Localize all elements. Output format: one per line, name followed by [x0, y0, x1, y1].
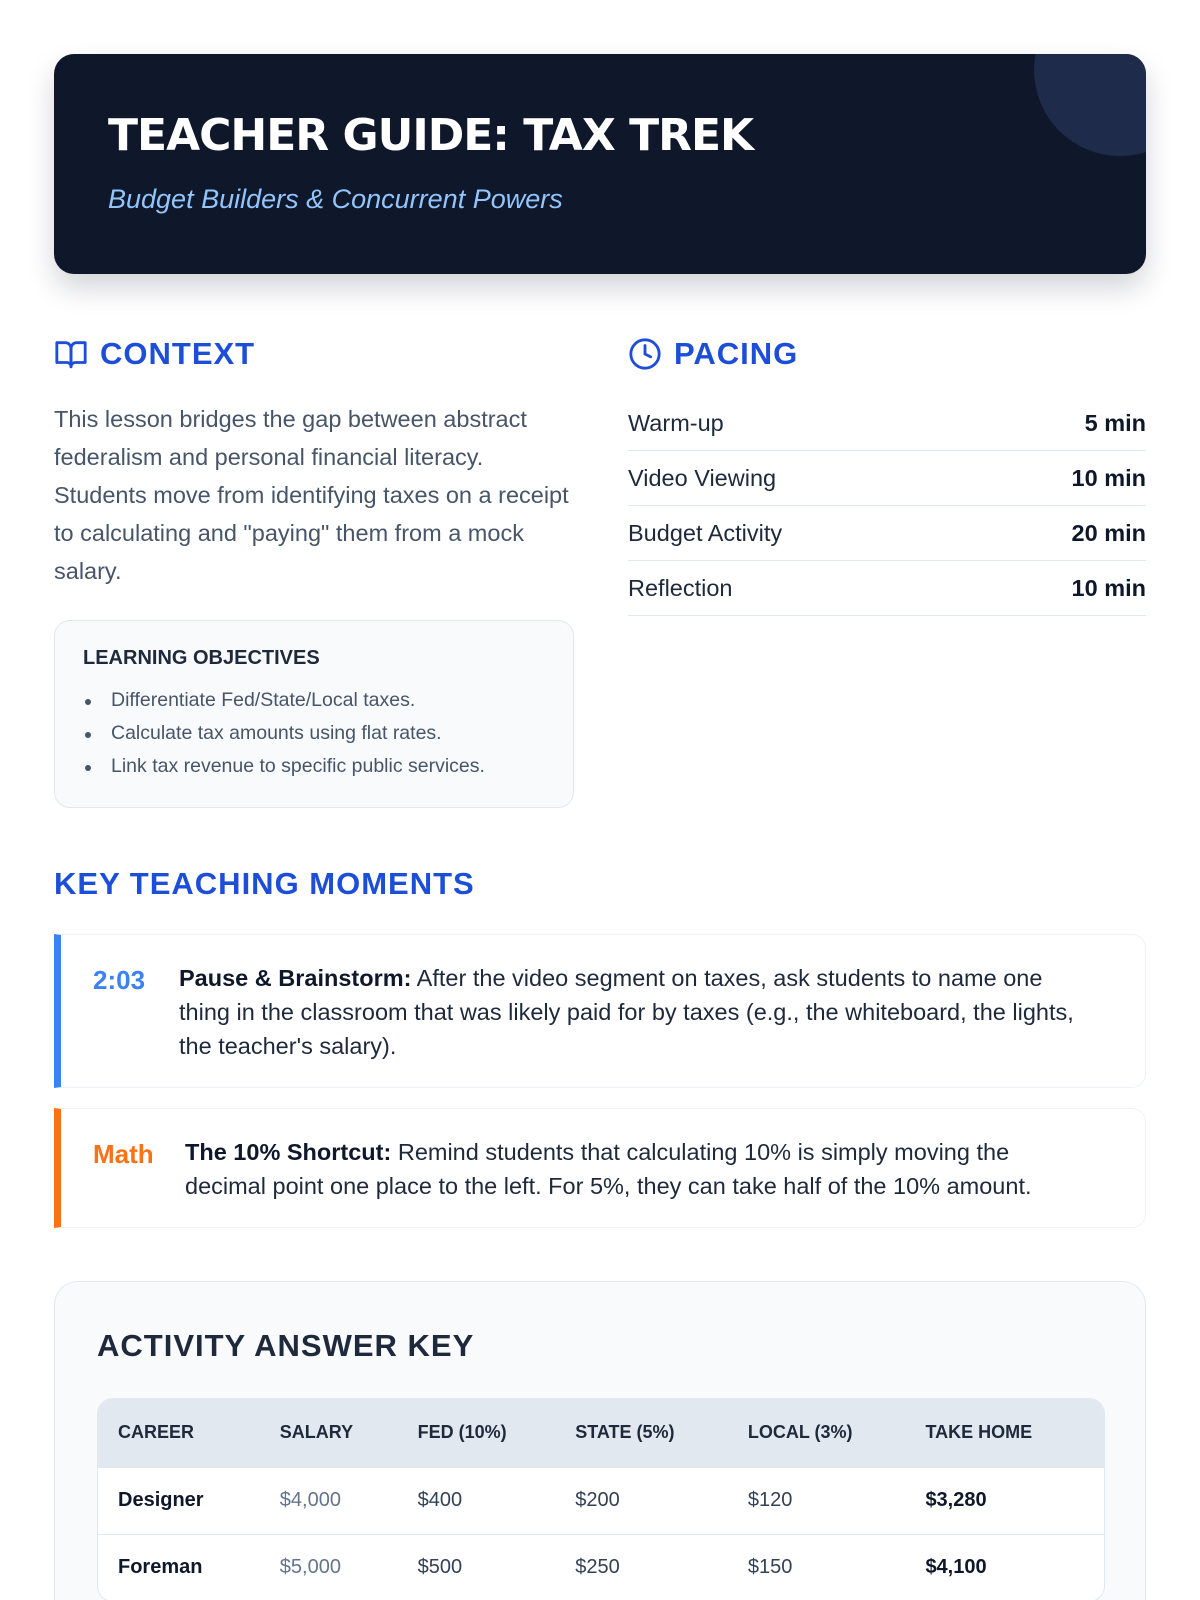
moment-body: After the video segment on taxes, ask students to name one thing in the classroom that was likely paid for by taxes (e.g., the whiteboard, the lights, the teacher's salary).: [179, 965, 1074, 1059]
header-decoration: [1034, 54, 1146, 156]
career-cell: Designer: [118, 1489, 204, 1511]
pacing-row: [628, 561, 1146, 616]
column-header: LOCAL (3%): [747, 1422, 853, 1443]
column-header: STATE (5%): [575, 1422, 675, 1443]
objective-item: Link tax revenue to specific public services.: [83, 750, 545, 783]
salary-cell: $5,000: [279, 1556, 341, 1579]
table-header-row: [98, 1399, 1104, 1467]
career-cell: Foreman: [118, 1556, 203, 1579]
state-tax-cell: $200: [575, 1489, 620, 1511]
answer-key-card: [54, 1281, 1146, 1600]
clock-icon: [628, 337, 662, 371]
context-title: CONTEXT: [100, 336, 256, 371]
pacing-heading: [628, 334, 1146, 374]
pacing-duration: 10 min: [1071, 574, 1146, 601]
overview-columns: [54, 334, 1146, 854]
pacing-row: [628, 506, 1146, 561]
pacing-duration: 20 min: [1071, 519, 1146, 546]
teaching-moment-card: [54, 934, 1146, 1088]
pacing-label: Budget Activity: [628, 519, 783, 546]
salary-cell: $4,000: [279, 1489, 341, 1511]
pacing-section: [628, 334, 1146, 616]
page-subtitle: Budget Builders & Concurrent Powers: [108, 184, 563, 214]
guide-header: [54, 54, 1146, 274]
local-tax-cell: $150: [747, 1556, 793, 1579]
objectives-list: [83, 684, 545, 783]
table-row: [98, 1467, 1104, 1534]
context-text: This lesson bridges the gap between abstract federalism and personal financial literacy. Students move from identifying taxes on a receipt to calculating and "paying" them from a mock salary.: [54, 406, 569, 584]
key-moments-title: KEY TEACHING MOMENTS: [54, 866, 475, 901]
local-tax-cell: $120: [747, 1489, 793, 1511]
pacing-row: [628, 396, 1146, 451]
teaching-moment-card: [54, 1108, 1146, 1228]
pacing-list: [628, 396, 1146, 616]
page-title: TEACHER GUIDE: TAX TREK: [108, 110, 754, 161]
context-heading: [54, 334, 574, 374]
learning-objectives-box: [54, 620, 574, 808]
take-home-cell: $4,100: [925, 1556, 987, 1579]
answer-key-table-wrapper: [97, 1398, 1105, 1600]
pacing-duration: 5 min: [1084, 409, 1146, 436]
objective-item: Differentiate Fed/State/Local taxes.: [83, 684, 545, 717]
objectives-title: LEARNING OBJECTIVES: [83, 647, 320, 669]
moment-text: [185, 1135, 1085, 1201]
pacing-label: Reflection: [628, 574, 733, 601]
context-section: [54, 334, 574, 808]
take-home-cell: $3,280: [925, 1489, 987, 1511]
moment-heading: The 10% Shortcut:: [185, 1139, 392, 1165]
answer-key-table: [98, 1399, 1104, 1600]
pacing-row: [628, 451, 1146, 506]
fed-tax-cell: $400: [417, 1489, 463, 1511]
pacing-label: Warm-up: [628, 409, 724, 436]
column-header: FED (10%): [417, 1422, 507, 1443]
fed-tax-cell: $500: [417, 1556, 463, 1579]
column-header: TAKE HOME: [925, 1422, 1033, 1443]
objective-item: Calculate tax amounts using flat rates.: [83, 717, 545, 750]
pacing-title: PACING: [674, 336, 799, 371]
moment-timestamp: 2:03: [93, 965, 146, 995]
answer-key-title: ACTIVITY ANSWER KEY: [97, 1328, 475, 1363]
pacing-label: Video Viewing: [628, 464, 777, 491]
book-icon: [54, 337, 88, 371]
moment-heading: Pause & Brainstorm:: [179, 965, 412, 991]
table-row: [98, 1534, 1104, 1600]
teacher-guide-page: [54, 54, 1146, 1579]
column-header: CAREER: [118, 1422, 195, 1443]
pacing-duration: 10 min: [1071, 464, 1146, 491]
column-header: SALARY: [279, 1422, 354, 1443]
moment-tag: Math: [93, 1139, 154, 1169]
state-tax-cell: $250: [575, 1556, 620, 1579]
moment-body: Remind students that calculating 10% is simply moving the decimal point one place to the left. For 5%, they can take half of the 10% amount.: [185, 1139, 1032, 1199]
moment-text: [179, 961, 1085, 1061]
